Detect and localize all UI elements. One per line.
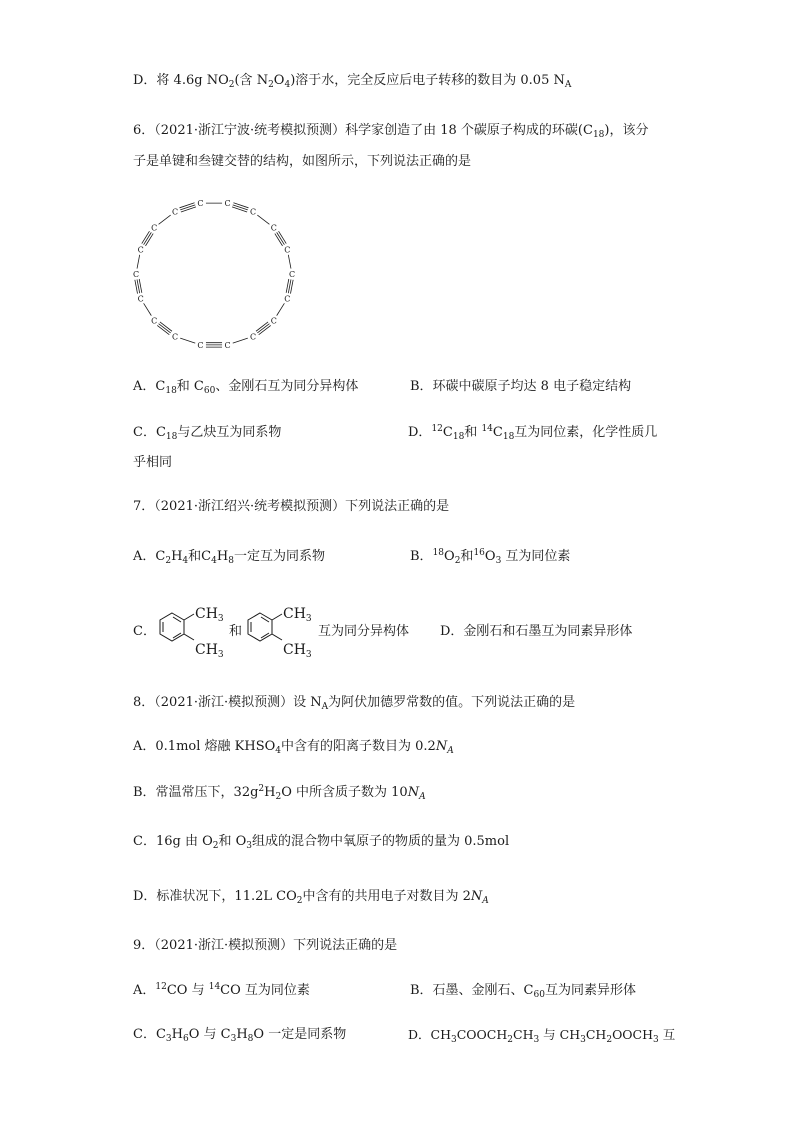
o-xylene-structure [150, 600, 230, 660]
q9-option-a: A．$^{12}$CO 与 $^{14}$CO 互为同位素 [133, 982, 310, 998]
q8-option-d: D．标准状况下，11.2L $CO_2$中含有的共用电子对数目为 $2N_A$ [133, 889, 489, 906]
single-bond [180, 338, 195, 343]
triple-bond [233, 205, 248, 210]
q6-option-a: A．$C_{18}$和 $C_{60}$、金刚石互为同分异构体 [133, 379, 359, 396]
carbon-atom-label: C [224, 340, 231, 350]
carbon-atom-label: C [171, 332, 179, 342]
carbon-atom-label: C [288, 270, 296, 279]
carbon-atom-label: C [284, 294, 291, 304]
carbon-atom-label: C [151, 223, 158, 233]
carbon-atom-label: C [137, 245, 144, 255]
p-xylene-structure [240, 600, 320, 660]
single-bond [277, 303, 285, 315]
carbon-atom-label: C [197, 340, 204, 350]
carbon-atom-label: C [171, 207, 179, 217]
q6-stem-line2: 子是单键和叁键交替的结构，如图所示，下列说法正确的是 [133, 154, 472, 169]
q8-option-b: B．常温常压下，$32g^2H_2O$ 中所含质子数为 $10N_A$ [133, 784, 426, 802]
carbon-atom-label: C [284, 245, 291, 255]
q9-option-d: D．$CH_3COOCH_2CH_3$ 与 $CH_3CH_2OOCH_3$ 互 [408, 1027, 676, 1045]
carbon-atom-label: C [197, 199, 204, 209]
carbon-atom-label: C [270, 223, 277, 233]
single-bond [137, 255, 140, 269]
q8-option-c: C．16g 由 $O_2$和 $O_3$组成的混合物中氧原子的物质的量为 0.5mol [133, 834, 510, 851]
q7-stem: 7．（2021·浙江绍兴·统考模拟预测）下列说法正确的是 [133, 499, 450, 514]
q9-stem: 9．（2021·浙江·模拟预测）下列说法正确的是 [133, 938, 398, 953]
q8-stem: 8．（2021·浙江·模拟预测）设 $N_A$为阿伏加德罗常数的值。下列说法正确的是 [133, 695, 576, 712]
carbon-atom-label: C [137, 294, 144, 304]
q9-option-c: C．$C_3H_6O$ 与 $C_3H_8O$ 一定是同系物 [133, 1027, 347, 1044]
svg-text:CH3: $CH_3$ [283, 606, 312, 624]
q7-option-d: D．金刚石和石墨互为同素异形体 [440, 624, 633, 639]
carbon-atom-label: C [249, 332, 257, 342]
carbon-atom-label: C [270, 316, 277, 326]
cyclocarbon-diagram [124, 192, 304, 356]
q6-option-d: D．$^{12}C_{18}$和 $^{14}C_{18}$互为同位素，化学性质几 [408, 424, 658, 442]
q7-option-c-and: 和 [229, 624, 243, 639]
single-bond [288, 255, 291, 269]
triple-bond [180, 205, 195, 210]
q6-option-b: B．环碳中碳原子均达 8 电子稳定结构 [410, 379, 632, 394]
q5-option-d: D．将 4.6g $NO_2$(含 $N_2O_4$)溶于水，完全反应后电子转移的数目为 0.05 $N_A$ [133, 73, 572, 90]
q7-option-c-label: C． [133, 624, 156, 639]
triple-bond [180, 203, 195, 208]
svg-text:CH3: $CH_3$ [195, 642, 224, 660]
q9-option-b: B．石墨、金刚石、$C_{60}$互为同素异形体 [410, 983, 636, 1000]
q6-option-c: C．$C_{18}$与乙炔互为同系物 [133, 425, 282, 442]
q7-option-a: A．$C_2H_4$和$C_4H_8$一定互为同系物 [133, 549, 325, 566]
triple-bond [233, 203, 248, 208]
svg-text:CH3: $CH_3$ [283, 642, 312, 660]
single-bond [233, 338, 248, 343]
single-bond [144, 303, 152, 315]
carbon-atom-label: C [249, 207, 257, 217]
carbon-atom-label: C [224, 199, 231, 209]
single-bond [159, 215, 171, 224]
q7-option-c-text: 互为同分异构体 [318, 624, 410, 639]
svg-text:CH3: $CH_3$ [195, 606, 224, 624]
q8-option-a: A．0.1mol 熔融 $KHSO_4$中含有的阳离子数目为 $0.2N_A$ [133, 739, 454, 756]
single-bond [257, 215, 269, 224]
q6-option-d-continued: 乎相同 [133, 455, 173, 470]
q6-stem-line1: 6．（2021·浙江宁波·统考模拟预测）科学家创造了由 18 个碳原子构成的环碳$(C_{18})$，该分 [133, 123, 649, 140]
carbon-atom-label: C [151, 316, 158, 326]
triple-bond [232, 207, 247, 212]
carbon-atom-label: C [132, 270, 140, 279]
triple-bond [181, 207, 196, 212]
q7-option-b: B．$^{18}O_2$和$^{16}O_3$ 互为同位素 [410, 548, 571, 566]
